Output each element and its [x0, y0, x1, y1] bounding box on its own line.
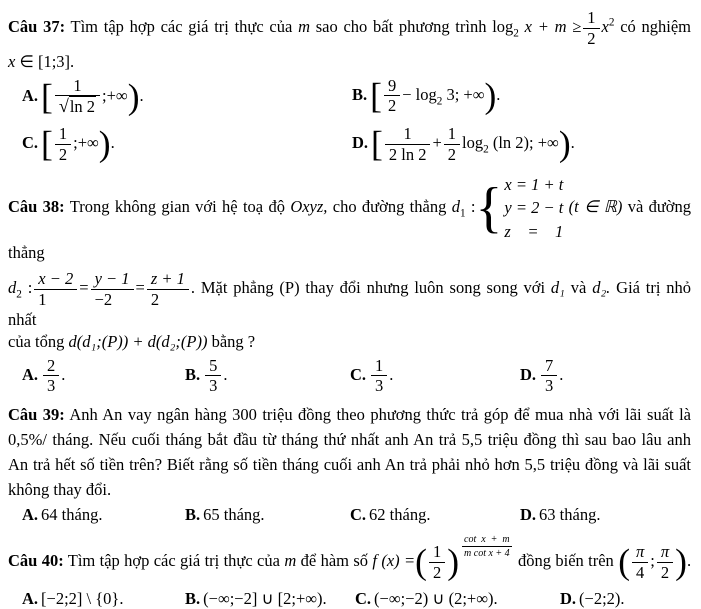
- q38-sum-expression: d(d₁;(P)) + d(d₂;(P)): [68, 331, 208, 351]
- fraction: $\frac{z + 1}{2}$: [147, 269, 189, 310]
- q39-text-line-1: Anh An vay ngân hàng 300 triệu đồng theo phương thức trả góp để mua nhà với lãi suất là: [69, 405, 691, 425]
- log: log: [462, 133, 484, 153]
- fraction: $\frac{1}{2}$: [55, 124, 71, 165]
- option-letter: B.: [185, 364, 201, 384]
- option-text: 65 tháng.: [203, 505, 265, 525]
- case-3: z = 1: [504, 221, 564, 241]
- q39-line-2: [8, 427, 691, 452]
- q39-text-line-4: không thay đổi.: [8, 480, 112, 500]
- question-40-options: [8, 589, 691, 609]
- period: .: [110, 133, 115, 153]
- q37-formula-mid: x + m ≥: [524, 17, 582, 37]
- q38-text-4: . Mặt phẳng (P) thay đổi nhưng luôn song song với: [190, 278, 546, 298]
- base-fraction: $\frac{1}{2}$: [429, 542, 445, 583]
- q40-option-c: [355, 589, 560, 609]
- pi-fraction: $\frac{\pi}{2}$: [657, 542, 673, 583]
- q38-text-7: của tổng: [8, 331, 65, 351]
- option-letter: A.: [22, 505, 39, 525]
- option-letter: C.: [355, 588, 372, 608]
- equals: =: [135, 278, 145, 298]
- option-letter: C.: [22, 133, 39, 153]
- fraction: $\frac{1}{√\ln 2}$: [55, 76, 100, 119]
- q38-d2: d: [8, 278, 17, 298]
- question-37-line-2: [8, 52, 691, 72]
- equation-system: [504, 173, 563, 243]
- q38-text-5: và: [570, 278, 587, 298]
- q38-text-6: Giá trị nhỏ nhất: [8, 278, 692, 329]
- option-text: 62 tháng.: [369, 505, 431, 525]
- period: .: [570, 133, 575, 153]
- option-letter: D.: [560, 588, 577, 608]
- q38-option-a: [22, 356, 185, 397]
- question-38-line-2: [8, 269, 691, 330]
- q37-var-m: m: [298, 17, 310, 37]
- q38-d1-sub: 1: [459, 206, 466, 219]
- pi-fraction: $\frac{\pi}{4}$: [632, 542, 648, 583]
- q39-option-c: [350, 505, 520, 525]
- q37-text-3: có nghiệm: [620, 17, 692, 37]
- system-brace: {: [475, 176, 503, 239]
- equals: =: [79, 278, 89, 298]
- q38-t-real: (t ∈ ℝ): [568, 196, 623, 216]
- question-38-label: Câu 38:: [8, 196, 65, 216]
- close-paren: ): [98, 123, 111, 164]
- q39-text-line-2: 0,5%/ tháng. Nếu cuối tháng bắt đầu từ tháng thứ nhất anh An trả 5,5 triệu đồng thì sau bao lâu anh: [8, 430, 691, 450]
- q39-line-1: [8, 402, 691, 427]
- open-bracket: [: [370, 74, 382, 115]
- q37-x-exp: 2: [608, 16, 615, 29]
- q38-option-c: [350, 356, 520, 397]
- question-37-label: Câu 37:: [8, 17, 66, 37]
- q39-option-a: [22, 505, 185, 525]
- option-text: 63 tháng.: [539, 505, 601, 525]
- case-2: y = 2 − t: [504, 198, 564, 218]
- option-tail: ;+∞: [73, 133, 99, 153]
- colon: :: [27, 278, 33, 298]
- q40-interval: [618, 541, 692, 582]
- q37-log: log: [492, 17, 514, 37]
- option-letter: D.: [520, 505, 537, 525]
- colon: :: [470, 196, 476, 216]
- question-38-line-3: [8, 332, 691, 352]
- close-paren: ): [447, 541, 460, 582]
- open-bracket: [: [41, 75, 53, 116]
- option-tail: (ln 2); +∞: [492, 133, 559, 153]
- question-39-options: [8, 505, 691, 525]
- q38-text-8: bằng ?: [211, 331, 256, 351]
- q39-option-b: [185, 505, 350, 525]
- q38-d1: d: [451, 196, 460, 216]
- open-paren: (: [618, 541, 630, 582]
- q37-option-a: [22, 76, 352, 119]
- log-sub: 2: [436, 94, 443, 107]
- q38-oxyz: Oxyz,: [290, 196, 328, 216]
- q38-d1-ref: d₁: [550, 278, 565, 298]
- q38-d2-head: [8, 278, 33, 301]
- option-letter: A.: [22, 364, 39, 384]
- fraction: $\frac{2}{3}$: [43, 356, 59, 397]
- q40-text-1: Tìm tập hợp các giá trị thực của: [67, 551, 280, 571]
- minus-log: − log: [402, 84, 437, 104]
- fraction: $\frac{1}{2 \ln 2}$: [385, 124, 431, 165]
- option-letter: B.: [352, 84, 368, 104]
- log-sub: 2: [483, 143, 489, 156]
- question-37-options: [8, 76, 691, 165]
- q38-text-1: Trong không gian với hệ toạ độ: [69, 196, 285, 216]
- question-40-line: [8, 533, 691, 582]
- option-tail: 3; +∞: [446, 84, 485, 104]
- fraction: $\frac{9}{2}$: [384, 76, 400, 117]
- option-text: (−2;2).: [579, 588, 625, 608]
- q37-log-sub: 2: [513, 27, 519, 40]
- period: .: [686, 551, 692, 571]
- q38-d2-sub: 2: [16, 288, 22, 301]
- q37-x-base: x: [601, 17, 609, 37]
- question-38-line-1: [8, 173, 691, 263]
- option-text: (−∞;−2) ∪ (2;+∞).: [374, 588, 498, 608]
- open-bracket: [: [371, 123, 383, 164]
- close-paren: ): [558, 123, 571, 164]
- period: .: [559, 364, 564, 384]
- fraction: $\frac{x - 2}{1}$: [34, 269, 77, 310]
- q37-text-1: Tìm tập hợp các giá trị thực của: [70, 17, 293, 37]
- option-letter: D.: [352, 133, 369, 153]
- question-37-line-1: [8, 8, 691, 49]
- q38-text-3: và đường thẳng: [8, 196, 692, 263]
- q37-half-fraction: $\frac{1}{2}$: [583, 8, 599, 49]
- q38-option-d: [520, 356, 691, 397]
- q38-option-b: [185, 356, 350, 397]
- q40-text-2: để hàm số: [300, 551, 369, 571]
- question-39: [8, 402, 691, 502]
- fraction: $\frac{1}{3}$: [371, 356, 387, 397]
- q37-option-b: [352, 76, 691, 119]
- q37-option-d: [352, 124, 691, 165]
- option-letter: D.: [520, 364, 537, 384]
- q39-option-d: [520, 505, 691, 525]
- q37-option-c: [22, 124, 352, 165]
- q37-text-2: sao cho bất phương trình: [315, 17, 487, 37]
- close-paren: ): [127, 75, 140, 116]
- exponent-fraction: $\frac{\text{cot x + m}}{\text{m cot x + 4}}$: [464, 534, 510, 560]
- period: .: [496, 84, 501, 104]
- sqrt-body: ln 2: [69, 97, 96, 117]
- option-tail: ;+∞: [102, 85, 128, 105]
- q37-formula: [492, 8, 615, 48]
- sqrt-sign: √: [58, 96, 69, 117]
- q39-line-4: [8, 477, 691, 502]
- option-letter: A.: [22, 588, 39, 608]
- fraction: $\frac{7}{3}$: [541, 356, 557, 397]
- q38-d1-head: [451, 196, 476, 219]
- option-letter: C.: [350, 364, 367, 384]
- q40-fx: f (x) =: [372, 551, 416, 571]
- close-paren: ): [484, 74, 497, 115]
- q40-text-3: đồng biến trên: [518, 551, 614, 571]
- question-40-label: Câu 40:: [8, 551, 64, 571]
- q37-line2-interval: ∈ [1;3].: [19, 51, 75, 71]
- q40-option-b: [185, 589, 355, 609]
- close-paren: ): [675, 541, 687, 582]
- semicolon: ;: [650, 551, 655, 571]
- option-letter: C.: [350, 505, 367, 525]
- q39-line-3: [8, 452, 691, 477]
- period: .: [61, 364, 66, 384]
- option-letter: A.: [22, 85, 39, 105]
- option-text: 64 tháng.: [41, 505, 103, 525]
- plus-sign: +: [432, 133, 442, 153]
- option-text: (−∞;−2] ∪ [2;+∞).: [203, 588, 327, 608]
- q38-text-2: cho đường thẳng: [332, 196, 447, 216]
- question-38-options: [8, 356, 691, 397]
- q39-text-line-3: An trả hết số tiền trên? Biết rằng số tiền tháng cuối anh An trả phải nhỏ hơn 5,5 triệu đồng và lãi suất: [8, 455, 691, 475]
- question-39-label: Câu 39:: [8, 405, 65, 425]
- fraction: $\frac{y - 1}{-2}$: [91, 269, 134, 310]
- period: .: [389, 364, 394, 384]
- open-bracket: [: [41, 123, 53, 164]
- q38-d2-ref: d₂.: [592, 278, 611, 298]
- q40-option-d: [560, 589, 691, 609]
- option-text: [−2;2] \ {0}.: [41, 588, 124, 608]
- open-paren: (: [415, 541, 427, 582]
- period: .: [223, 364, 228, 384]
- q40-formula: [372, 534, 513, 582]
- option-letter: B.: [185, 505, 201, 525]
- period: .: [139, 85, 144, 105]
- q40-var-m: m: [284, 551, 297, 571]
- exponent: [460, 533, 514, 560]
- q37-line2-x: x: [8, 51, 16, 71]
- fraction: $\frac{1}{2}$: [444, 124, 460, 165]
- fraction: $\frac{5}{3}$: [205, 356, 221, 397]
- option-letter: B.: [185, 588, 201, 608]
- q40-option-a: [22, 589, 185, 609]
- case-1: x = 1 + t: [504, 174, 564, 194]
